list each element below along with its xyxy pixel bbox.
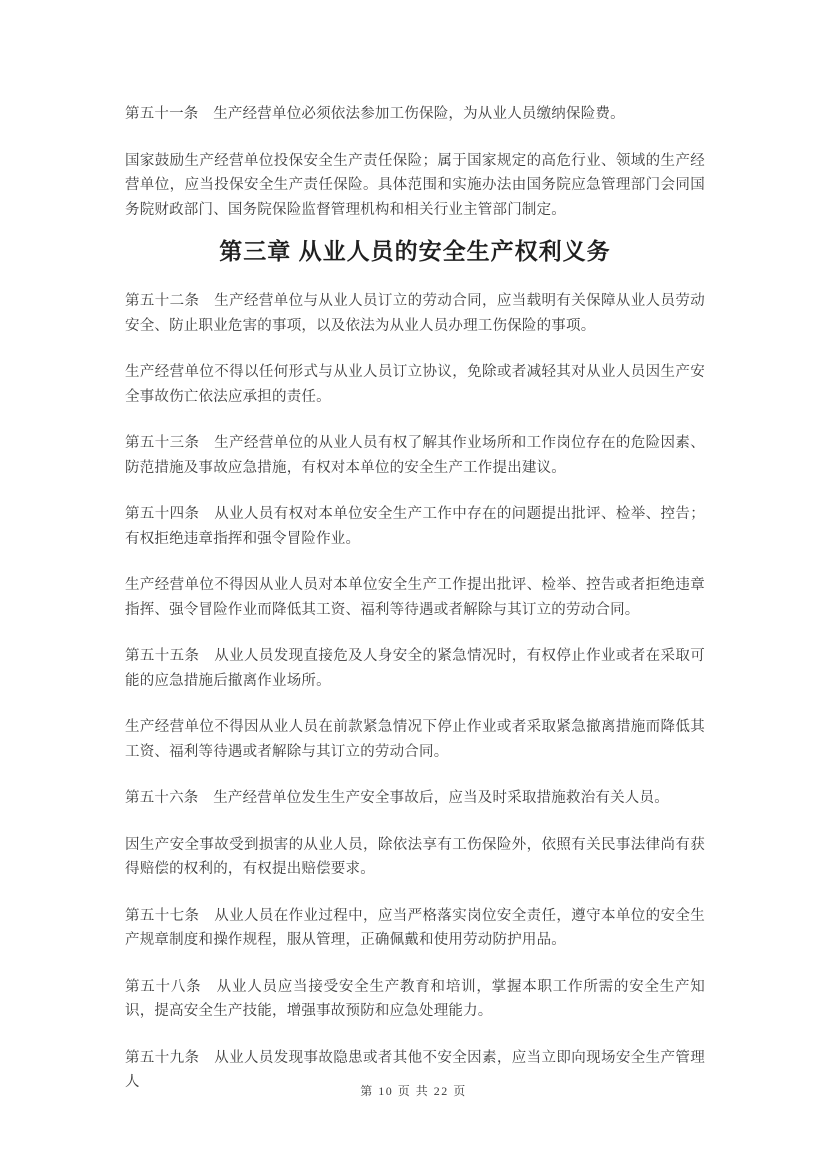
article-58-paragraph: 第五十八条 从业人员应当接受安全生产教育和培训，掌握本职工作所需的安全生产知识，提高安全生产技能，增强事故预防和应急处理能力。 (125, 978, 705, 1019)
article-52-paragraph-2: 生产经营单位不得以任何形式与从业人员订立协议，免除或者减轻其对从业人员因生产安全事故伤亡依法应承担的责任。 (125, 364, 705, 405)
article-55-paragraph-1: 第五十五条 从业人员发现直接危及人身安全的紧急情况时，有权停止作业或者在采取可能的应急措施后撤离作业场所。 (125, 648, 705, 689)
document-text-body (125, 102, 705, 1095)
article-53-paragraph: 第五十三条 生产经营单位的从业人员有权了解其作业场所和工作岗位存在的危险因素、防范措施及事故应急措施，有权对本单位的安全生产工作提出建议。 (125, 435, 705, 476)
article-56-paragraph-2: 因生产安全事故受到损害的从业人员，除依法享有工伤保险外，依照有关民事法律尚有获得赔偿的权利的，有权提出赔偿要求。 (125, 836, 705, 877)
page-number-footer: 第 10 页 共 22 页 (360, 1084, 467, 1098)
article-59-paragraph-partial: 第五十九条 从业人员发现事故隐患或者其他不安全因素，应当立即向现场安全生产管理人 (125, 1049, 705, 1090)
chapter-3-heading: 第三章 从业人员的安全生产权利义务 (219, 238, 611, 264)
article-51-paragraph-1: 第五十一条 生产经营单位必须依法参加工伤保险，为从业人员缴纳保险费。 (125, 106, 625, 122)
article-54-paragraph-2: 生产经营单位不得因从业人员对本单位安全生产工作提出批评、检举、控告或者拒绝违章指挥、强令冒险作业而降低其工资、福利等待遇或者解除与其订立的劳动合同。 (125, 577, 705, 618)
article-56-paragraph-1: 第五十六条 生产经营单位发生生产安全事故后，应当及时采取措施救治有关人员。 (125, 790, 669, 806)
article-57-paragraph: 第五十七条 从业人员在作业过程中，应当严格落实岗位安全责任，遵守本单位的安全生产规章制度和操作规程，服从管理，正确佩戴和使用劳动防护用品。 (125, 907, 705, 948)
article-51-paragraph-2: 国家鼓励生产经营单位投保安全生产责任保险；属于国家规定的高危行业、领域的生产经营单位，应当投保安全生产责任保险。具体范围和实施办法由国务院应急管理部门会同国务院财政部门、国务院保险监督管理机构和相关行业主管部门制定。 (125, 152, 705, 218)
article-54-paragraph-1: 第五十四条 从业人员有权对本单位安全生产工作中存在的问题提出批评、检举、控告；有权拒绝违章指挥和强令冒险作业。 (125, 506, 705, 547)
article-52-paragraph-1: 第五十二条 生产经营单位与从业人员订立的劳动合同，应当载明有关保障从业人员劳动安全、防止职业危害的事项，以及依法为从业人员办理工伤保险的事项。 (125, 293, 705, 334)
article-55-paragraph-2: 生产经营单位不得因从业人员在前款紧急情况下停止作业或者采取紧急撤离措施而降低其工资、福利等待遇或者解除与其订立的劳动合同。 (125, 719, 705, 760)
